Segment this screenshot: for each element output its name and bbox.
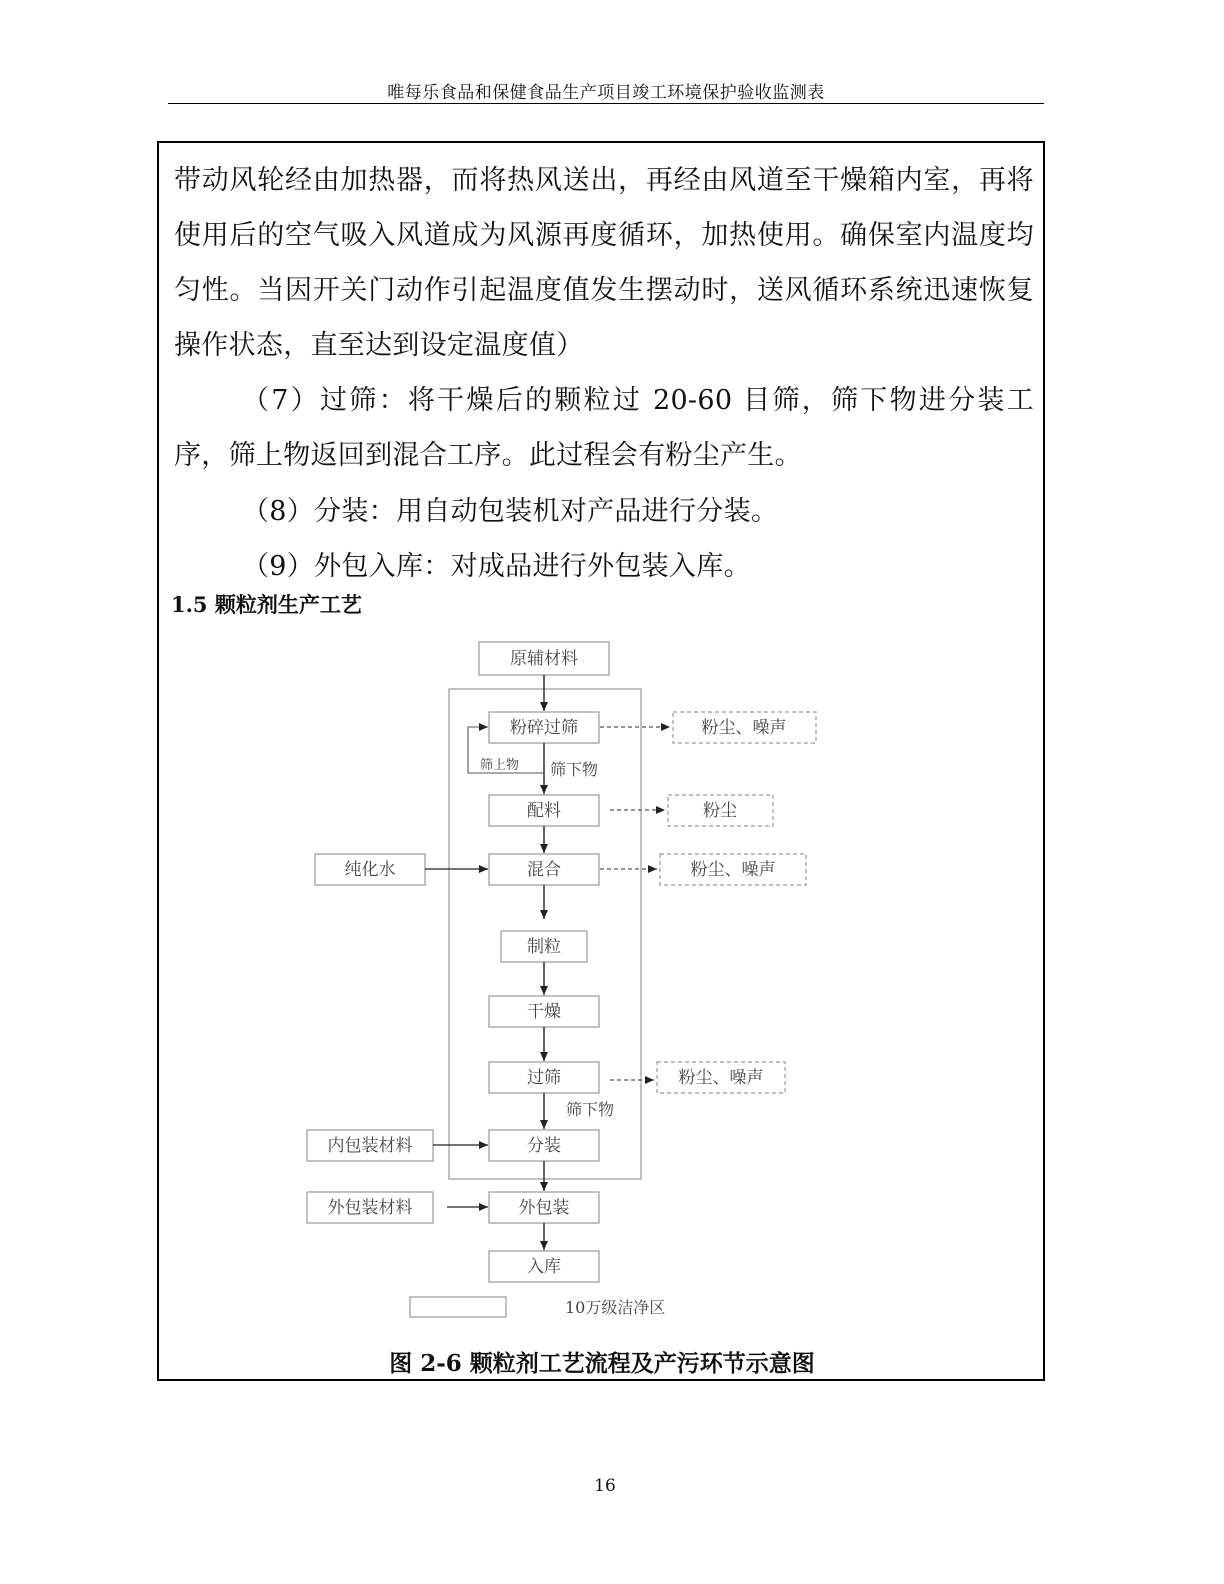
box-granulation [501, 931, 587, 962]
svg-text:纯化水: 纯化水 [344, 860, 396, 880]
paragraph-step-8-packaging: （8）分装：用自动包装机对产品进行分装。 [242, 496, 779, 527]
pollutant-box-batching [668, 795, 773, 826]
box-raw-material [479, 642, 609, 675]
box-outer-packaging-material [307, 1192, 433, 1223]
svg-text:粉尘、噪声: 粉尘、噪声 [701, 718, 787, 738]
paragraph-step-7-sieving: （7）过筛：将干燥后的颗粒过 20-60 目筛，筛下物进分装工序，筛上物返回到混合工序。此过程会有粉尘产生。 [174, 385, 1034, 471]
box-storage [489, 1251, 599, 1282]
svg-text:粉尘、噪声: 粉尘、噪声 [690, 860, 776, 880]
page-number: 16 [594, 1476, 616, 1496]
svg-text:外包装材料: 外包装材料 [327, 1198, 413, 1218]
paragraph-step-9-storage: （9）外包入库：对成品进行外包装入库。 [242, 551, 751, 582]
svg-text:粉尘、噪声: 粉尘、噪声 [678, 1068, 764, 1088]
figure-caption: 图 2-6 颗粒剂工艺流程及产污环节示意图 [389, 1350, 815, 1377]
box-drying [489, 996, 599, 1027]
svg-text:入库: 入库 [527, 1257, 561, 1277]
pollutant-box-sieving [657, 1062, 785, 1093]
page-header-title: 唯每乐食品和保健食品生产项目竣工环境保护验收监测表 [387, 83, 825, 103]
svg-text:内包装材料: 内包装材料 [327, 1136, 413, 1156]
svg-text:制粒: 制粒 [527, 937, 561, 957]
section-heading: 1.5 颗粒剂生产工艺 [171, 592, 362, 617]
label-oversize: 筛上物 [480, 758, 520, 773]
box-batching [489, 795, 599, 826]
svg-text:外包装: 外包装 [518, 1198, 570, 1218]
box-packaging [489, 1130, 599, 1161]
legend-clean-zone-label: 10万级洁净区 [565, 1298, 666, 1317]
label-undersize-top: 筛下物 [550, 760, 599, 779]
pollutant-box-mixing [660, 854, 806, 885]
box-inner-packaging-material [307, 1130, 433, 1161]
svg-text:粉尘: 粉尘 [703, 801, 737, 821]
pollutant-box-crush-sieve [673, 712, 816, 743]
svg-text:过筛: 过筛 [527, 1068, 561, 1088]
input-arrows [425, 869, 488, 1207]
box-purified-water [315, 854, 425, 885]
box-mixing [489, 854, 599, 885]
svg-text:原辅材料: 原辅材料 [510, 649, 578, 669]
paragraph-drying-description: 带动风轮经由加热器，而将热风送出，再经由风道至干燥箱内室，再将使用后的空气吸入风道成为风源再度循环，加热使用。确保室内温度均匀性。当因开关门动作引起温度值发生摆动时，送风循环系统迅速恢复操作状态，直至达到设定温度值） [174, 165, 1034, 361]
svg-text:混合: 混合 [527, 860, 561, 880]
svg-text:粉碎过筛: 粉碎过筛 [510, 718, 578, 738]
box-outer-packaging [489, 1192, 599, 1223]
pollutant-arrows [600, 727, 670, 1080]
legend-clean-zone-swatch [410, 1297, 506, 1317]
label-undersize-bottom: 筛下物 [566, 1100, 615, 1119]
svg-text:分装: 分装 [527, 1136, 561, 1156]
box-crush-sieve [489, 712, 599, 743]
svg-text:配料: 配料 [527, 801, 561, 821]
svg-text:干燥: 干燥 [527, 1002, 561, 1022]
box-sieving [489, 1062, 599, 1093]
